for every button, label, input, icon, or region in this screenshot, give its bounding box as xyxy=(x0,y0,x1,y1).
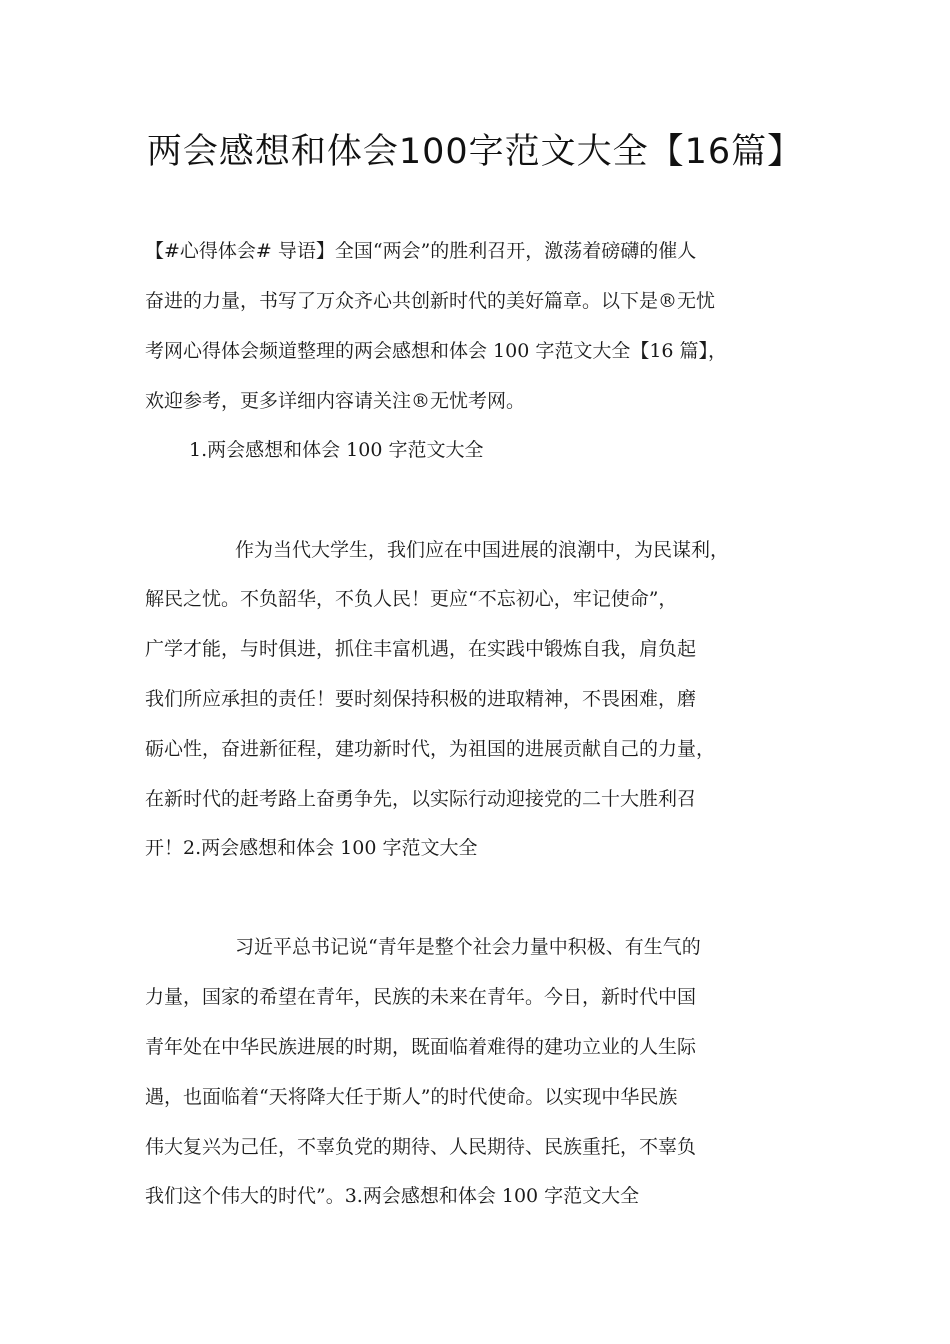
section-1-line-4: 我们所应承担的责任！要时刻保持积极的进取精神，不畏困难，磨 xyxy=(145,688,697,710)
section-1-line-1: 作为当代大学生，我们应在中国进展的浪潮中，为民谋利， xyxy=(235,539,730,561)
page-title: 两会感想和体会100字范文大全【16篇】 xyxy=(146,132,804,172)
section-1-line-2: 解民之忧。不负韶华，不负人民！更应“不忘初心，牢记使命”， xyxy=(145,588,678,610)
section-2-line-3: 青年处在中华民族进展的时期，既面临着难得的建功立业的人生际 xyxy=(145,1036,697,1058)
section-2-line-6: 我们这个伟大的时代”。3.两会感想和体会 100 字范文大全 xyxy=(145,1185,640,1207)
intro-line-2: 奋进的力量，书写了万众齐心共创新时代的美好篇章。以下是®无忧 xyxy=(145,290,716,312)
section-1-line-3: 广学才能，与时俱进，抓住丰富机遇，在实践中锻炼自我，肩负起 xyxy=(145,638,697,660)
section-1-line-6: 在新时代的赶考路上奋勇争先，以实际行动迎接党的二十大胜利召 xyxy=(145,788,697,810)
section-2-line-1: 习近平总书记说“青年是整个社会力量中积极、有生气的 xyxy=(235,936,701,958)
section-2-line-2: 力量，国家的希望在青年，民族的未来在青年。今日，新时代中国 xyxy=(145,986,697,1008)
section-1-line-7: 开！2.两会感想和体会 100 字范文大全 xyxy=(145,837,478,859)
section-1-heading: 1.两会感想和体会 100 字范文大全 xyxy=(189,439,484,461)
intro-line-3: 考网心得体会频道整理的两会感想和体会 100 字范文大全【16 篇】， xyxy=(145,340,728,362)
intro-line-4: 欢迎参考，更多详细内容请关注®无忧考网。 xyxy=(145,390,526,412)
intro-line-1: 【#心得体会# 导语】全国“两会”的胜利召开，激荡着磅礴的催人 xyxy=(145,240,697,262)
section-2-line-5: 伟大复兴为己任，不辜负党的期待、人民期待、民族重托，不辜负 xyxy=(145,1136,697,1158)
section-1-line-5: 砺心性，奋进新征程，建功新时代，为祖国的进展贡献自己的力量， xyxy=(145,738,716,760)
section-2-line-4: 遇，也面临着“天将降大任于斯人”的时代使命。以实现中华民族 xyxy=(145,1086,678,1108)
